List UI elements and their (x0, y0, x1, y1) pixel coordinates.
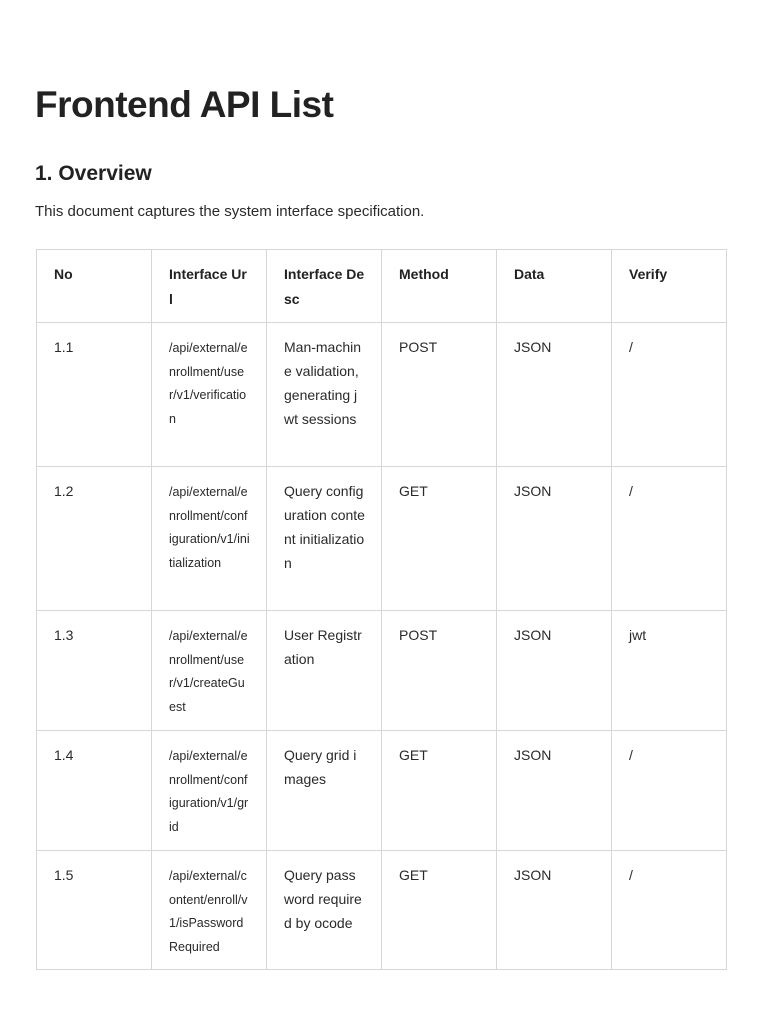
cell-data: JSON (497, 611, 612, 731)
cell-verify: / (612, 851, 727, 970)
cell-verify: / (612, 323, 727, 467)
cell-interface-url: /api/external/enrollment/user/v1/verification (152, 323, 267, 467)
page-title: Frontend API List (35, 84, 334, 125)
column-header-interface-url: Interface Url (152, 250, 267, 323)
cell-interface-desc: Query password required by ocode (267, 851, 382, 970)
column-header-method: Method (382, 250, 497, 323)
cell-verify: jwt (612, 611, 727, 731)
column-header-interface-desc: Interface Desc (267, 250, 382, 323)
cell-data: JSON (497, 323, 612, 467)
cell-no: 1.1 (37, 323, 152, 467)
section-heading-overview: 1. Overview (35, 162, 152, 185)
table-header-row (37, 250, 727, 323)
table-row (37, 323, 727, 467)
cell-verify: / (612, 467, 727, 611)
table-row (37, 467, 727, 611)
cell-interface-desc: Query configuration content initialization (267, 467, 382, 611)
cell-interface-url: /api/external/enrollment/configuration/v1/initialization (152, 467, 267, 611)
cell-no: 1.2 (37, 467, 152, 611)
cell-interface-url: /api/external/enrollment/configuration/v1/grid (152, 731, 267, 851)
cell-interface-desc: User Registration (267, 611, 382, 731)
cell-no: 1.4 (37, 731, 152, 851)
column-header-data: Data (497, 250, 612, 323)
intro-paragraph: This document captures the system interface specification. (35, 203, 425, 220)
cell-method: POST (382, 611, 497, 731)
cell-data: JSON (497, 467, 612, 611)
column-header-no: No (37, 250, 152, 323)
cell-method: GET (382, 731, 497, 851)
api-table (36, 249, 727, 970)
cell-interface-desc: Man-machine validation, generating jwt sessions (267, 323, 382, 467)
cell-interface-desc: Query grid images (267, 731, 382, 851)
cell-method: GET (382, 467, 497, 611)
table-row (37, 731, 727, 851)
column-header-verify: Verify (612, 250, 727, 323)
cell-verify: / (612, 731, 727, 851)
cell-method: GET (382, 851, 497, 970)
table-row (37, 851, 727, 970)
cell-interface-url: /api/external/content/enroll/v1/isPasswordRequired (152, 851, 267, 970)
cell-no: 1.5 (37, 851, 152, 970)
cell-data: JSON (497, 851, 612, 970)
table-row (37, 611, 727, 731)
cell-data: JSON (497, 731, 612, 851)
cell-no: 1.3 (37, 611, 152, 731)
cell-interface-url: /api/external/enrollment/user/v1/createGuest (152, 611, 267, 731)
cell-method: POST (382, 323, 497, 467)
